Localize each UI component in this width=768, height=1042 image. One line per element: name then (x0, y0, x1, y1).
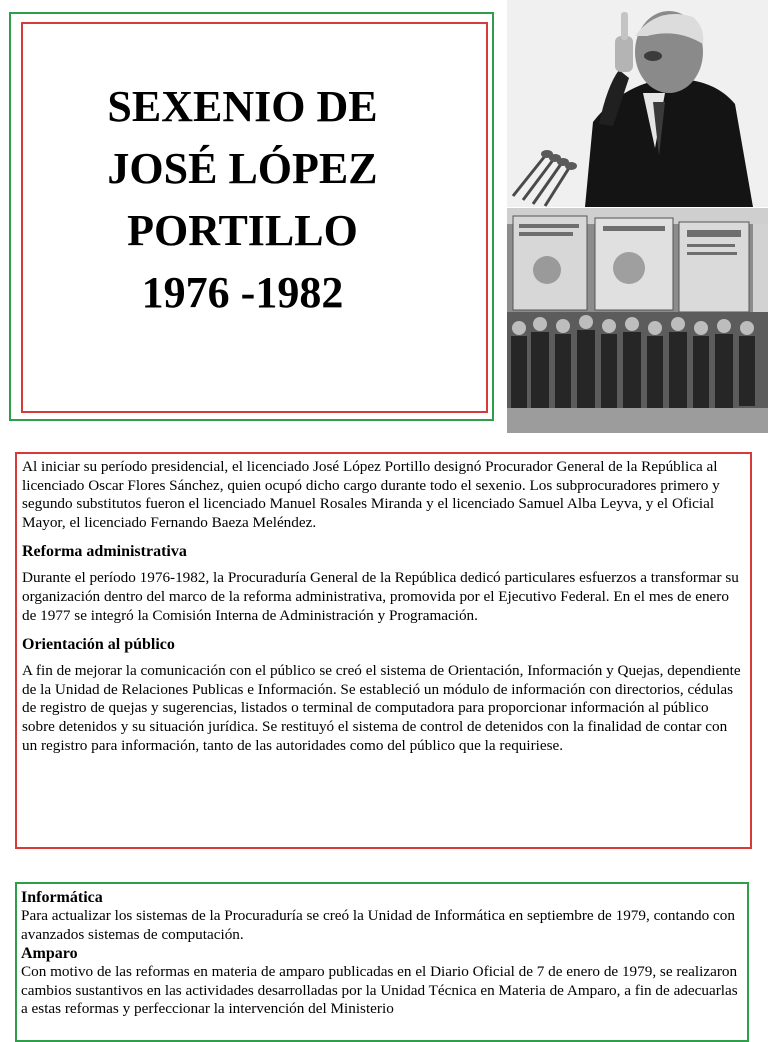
section-text-amparo: Con motivo de las reformas en materia de amparo publicadas en el Diario Oficial de 7 de enero de 1979, se realizaron cambios sustantivos en las actividades desarrolladas por la Unidad Técnica en Materia de Amparo, a fin de adecuarlas a estas reformas y perfeccionar la intervención del Ministerio (21, 963, 738, 1018)
section-heading-amparo: Amparo (21, 945, 78, 963)
content-box-green (15, 882, 749, 1042)
title-line-2: JOSÉ LÓPEZ (107, 144, 378, 193)
section-heading-reforma: Reforma administrativa (22, 543, 187, 561)
section-heading-orientacion: Orientación al público (22, 636, 175, 654)
section-heading-informatica: Informática (21, 889, 103, 906)
title-line-3: PORTILLO (127, 206, 358, 255)
section-text-reforma: Durante el período 1976-1982, la Procuraduría General de la República dedicó particulares esfuerzos a transformar su organización dentro del marco de la reforma administrativa, promovida por el Ejecutivo Federal. En el mes de enero de 1977 se integró la Comisión Interna de Administración y Programación. (22, 569, 739, 624)
section-text-orientacion: A fin de mejorar la comunicación con el público se creó el sistema de Orientación, Información y Quejas, dependiente de la Unidad de Relaciones Publicas e Información. Se estableció un módulo de información con directorios, cédulas de registro de quejas y sugerencias, listados o terminal de computadora para proporcionar información al público sobre detenidos y su situación jurídica. Se restituyó el sistema de control de detenidos con la finalidad de contar con un registro para información, tanto de las autoridades como del público que la requiriese. (22, 662, 741, 754)
content-box-red (15, 452, 752, 849)
photo-march-with-banners (507, 208, 768, 433)
title-line-4: 1976 -1982 (141, 268, 344, 317)
section-text-informatica: Para actualizar los sistemas de la Procuraduría se creó la Unidad de Informática en septiembre de 1979, contando con avanzados sistemas de computación. (21, 907, 735, 943)
page-title (40, 76, 445, 324)
title-line-1: SEXENIO DE (107, 82, 378, 131)
photo-speaker-raised-finger (507, 0, 768, 207)
intro-paragraph: Al iniciar su período presidencial, el licenciado José López Portillo designó Procurador General de la República al licenciado Oscar Flores Sánchez, quien ocupó dicho cargo durante todo el sexenio. Los subprocuradores primero y segundo substitutos fueron el licenciado Manuel Rosales Miranda y el licenciado Samuel Alba Leyva, y el Oficial Mayor, el licenciado Fernando Baeza Meléndez. (22, 458, 720, 531)
